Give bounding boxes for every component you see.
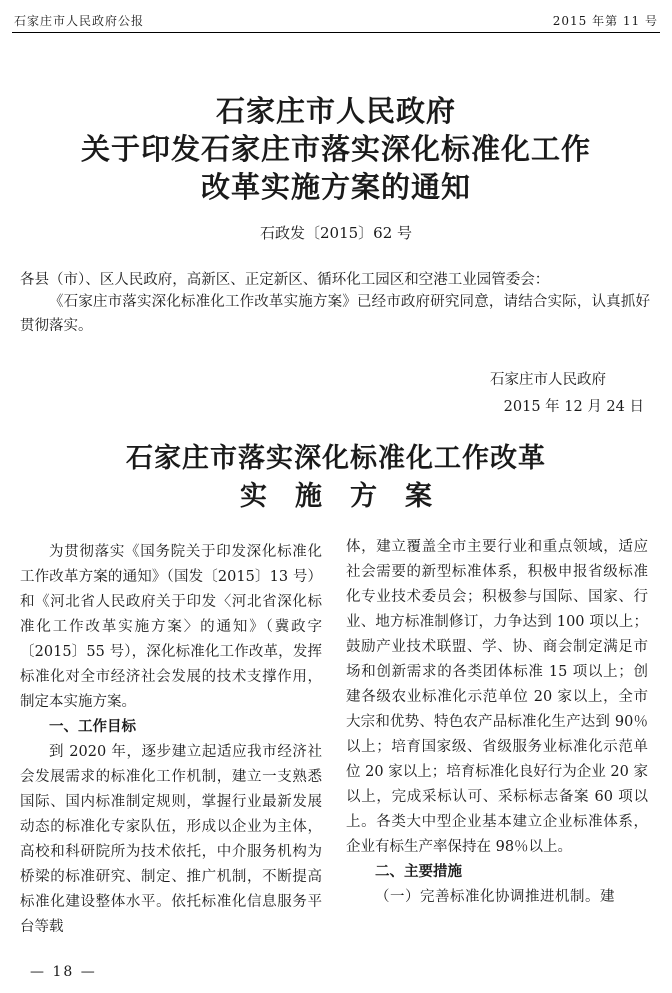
plan-title-line: 实施方案 — [240, 481, 460, 512]
plan-intro: 为贯彻落实《国务院关于印发深化标准化工作改革方案的通知》（国发〔2015〕13 号）和《河北省人民政府关于印发〈河北省深化标准化工作改革实施方案〉的通知》（冀政字〔2015〕55 号），深化标准化工作改革，发挥标准化对全市经济社会发展的技术支撑作用，制定本实施方案。 — [20, 544, 322, 710]
issue-number: 2015 年第 11 号 — [552, 14, 658, 28]
addressee: 各县（市）、区人民政府，高新区、正定新区、循环化工园区和空港工业园管委会： — [20, 272, 550, 288]
section-paragraph-continued: 体，建立覆盖全市主要行业和重点领域，适应社会需要的新型标准体系，积极申报省级标准化专业技术委员会；积极参与国际、国家、行业、地方标准制修订，力争达到 100 项以上；鼓励产业技术联盟、学、协、商会制定满足市场和创新需求的各类团体标准 15 项以上；创建各级农业标准化示范单位 20 家以上，全市大宗和优势、特色农产品标准化生产达到 90％以上；培育国家级、省级服务业标准化示范单位 20 家以上；培育标准化良好行为企业 20 家以上，完成采标认可、采标标志备案 60 项以上。各类大中型企业基本建立企业标准体系，企业有标生产率保持在 98％以上。 — [346, 539, 648, 855]
plan-title — [0, 440, 672, 516]
publication-name: 石家庄市人民政府公报 — [14, 14, 145, 28]
left-column — [20, 540, 322, 940]
signature-organization: 石家庄市人民政府 — [490, 372, 606, 388]
signature-date: 2015 年 12 月 24 日 — [503, 399, 644, 415]
notice-title-line: 改革实施方案的通知 — [200, 170, 471, 204]
notice-title-line: 关于印发石家庄市落实深化标准化工作 — [80, 132, 591, 166]
subsection-heading: （一）完善标准化协调推进机制。建 — [375, 889, 615, 905]
page-header — [12, 6, 660, 33]
section-heading: 一、工作目标 — [49, 719, 136, 735]
section-paragraph: 到 2020 年，逐步建立起适应我市经济社会发展需求的标准化工作机制，建立一支熟悉国际、国内标准制定规则，掌握行业最新发展动态的标准化专家队伍，形成以企业为主体，高校和科研院所为技术依托，中介服务机构为桥梁的标准研究、制定、推广机制，不断提高标准化建设整体水平。依托标准化信息服务平台等载 — [20, 744, 322, 935]
notice-title-line: 石家庄市人民政府 — [215, 94, 456, 128]
right-column — [346, 535, 648, 910]
plan-title-line: 石家庄市落实深化标准化工作改革 — [126, 443, 546, 474]
section-heading: 二、主要措施 — [375, 864, 462, 880]
document-number: 石政发〔2015〕62 号 — [259, 224, 413, 242]
notice-title — [0, 92, 672, 206]
notice-body: 《石家庄市落实深化标准化工作改革实施方案》已经市政府研究同意，请结合实际，认真抓好贯彻落实。 — [20, 294, 650, 334]
page-number: — 18 — — [30, 964, 97, 980]
